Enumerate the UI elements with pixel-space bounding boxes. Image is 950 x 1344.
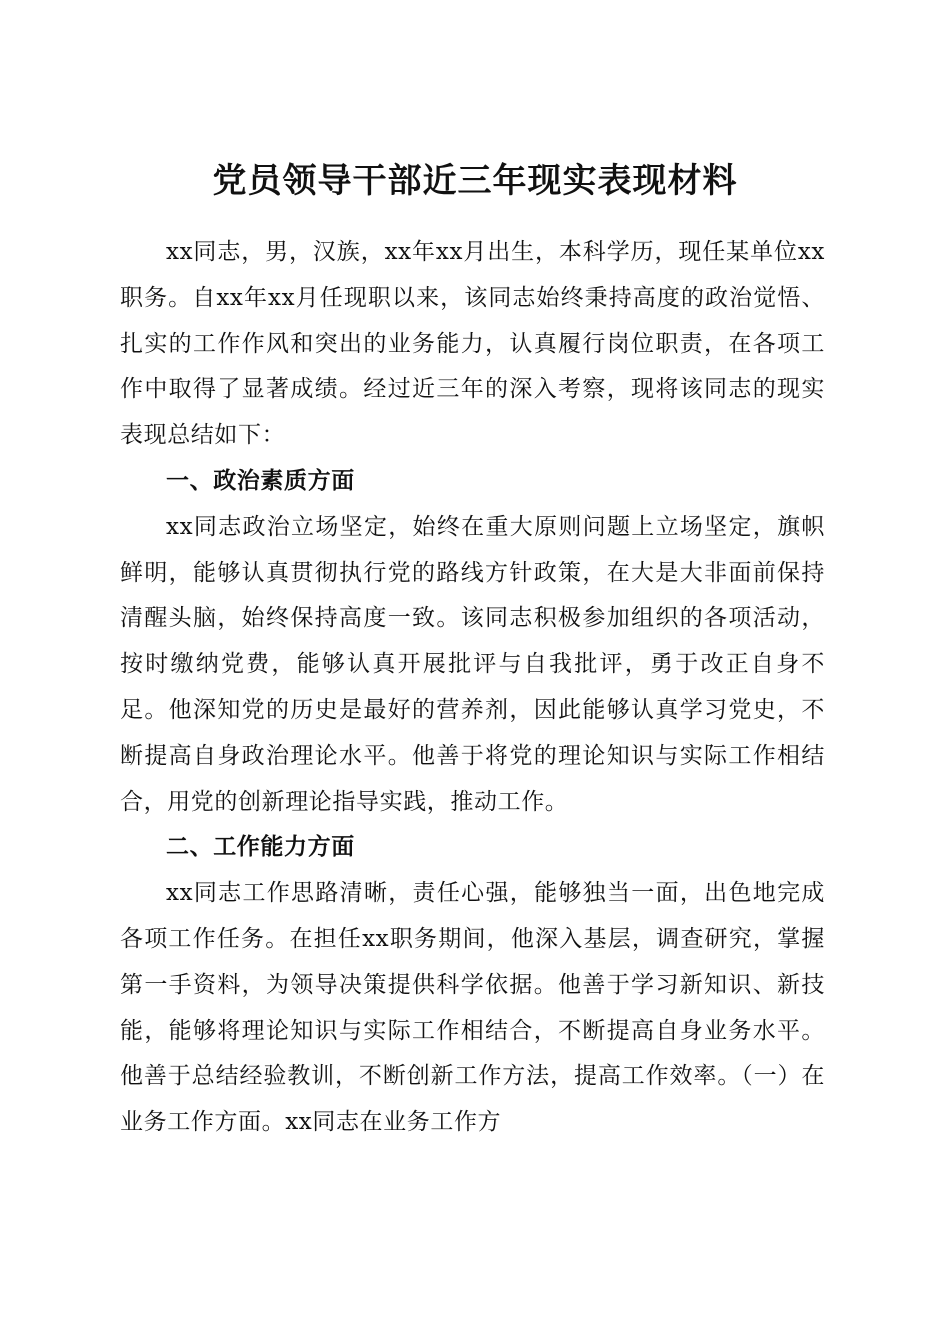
section-heading-ability: 二、工作能力方面	[166, 834, 355, 861]
section-body-political: xx同志政治立场坚定，始终在重大原则问题上立场坚定，旗帜鲜明，能够认真贯彻执行党的路线方针政策，在大是大非面前保持清醒头脑，始终保持高度一致。该同志积极参加组织的各项活动，按时缴纳党费，能够认真开展批评与自我批评，勇于改正自身不足。他深知党的历史是最好的营养剂，因此能够认真学习党史，不断提高自身政治理论水平。他善于将党的理论知识与实际工作相结合，用党的创新理论指导实践，推动工作。	[120, 513, 825, 815]
section-body-ability: xx同志工作思路清晰，责任心强，能够独当一面，出色地完成各项工作任务。在担任xx职务期间，他深入基层，调查研究，掌握第一手资料，为领导决策提供科学依据。他善于学习新知识、新技能，能够将理论知识与实际工作相结合，不断提高自身业务水平。他善于总结经验教训，不断创新工作方法，提高工作效率。（一）在业务工作方面。xx同志在业务工作方	[120, 880, 825, 1136]
document-title: 党员领导干部近三年现实表现材料	[212, 160, 738, 201]
intro-paragraph: xx同志，男，汉族，xx年xx月出生，本科学历，现任某单位xx职务。自xx年xx月任现职以来，该同志始终秉持高度的政治觉悟、扎实的工作作风和突出的业务能力，认真履行岗位职责，在各项工作中取得了显著成绩。经过近三年的深入考察，现将该同志的现实表现总结如下：	[120, 239, 825, 449]
section-heading-political: 一、政治素质方面	[166, 467, 355, 494]
document-body	[120, 230, 825, 1146]
